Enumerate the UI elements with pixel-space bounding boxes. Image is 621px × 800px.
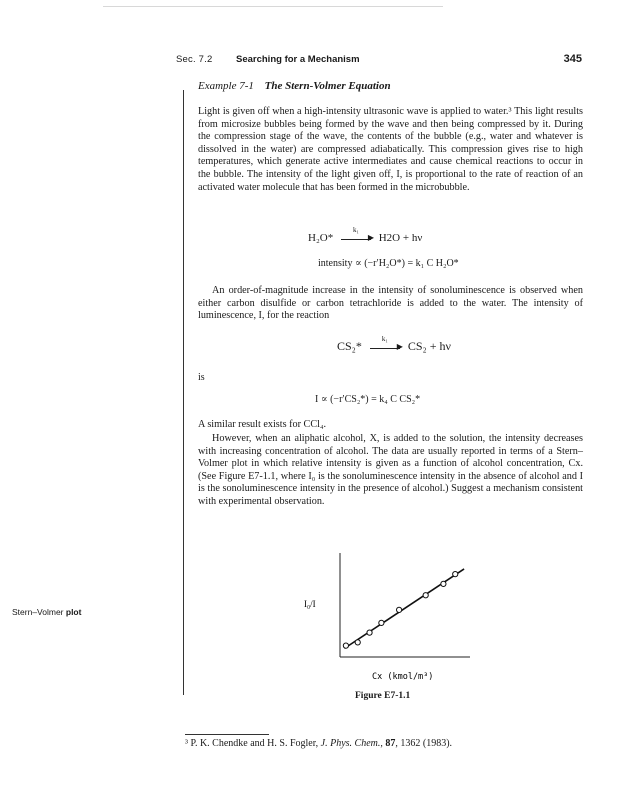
trend-line xyxy=(344,569,464,648)
equation-1-left: H₂O* xyxy=(308,232,334,244)
reaction-arrow-icon: k₁ ▶ xyxy=(341,237,371,240)
y-axis-label: I₀/I xyxy=(304,599,316,609)
example-name: The Stern-Volmer Equation xyxy=(264,80,391,92)
paragraph-2: An order-of-magnitude increase in the intensity of sonoluminescence is observed when either carbon disulfide or carbon tetrachloride is added to the water. The intensity of luminescence, I, for the reaction xyxy=(198,285,583,322)
top-rule xyxy=(103,6,443,7)
data-point xyxy=(343,643,348,648)
footnote-marker: ³ xyxy=(185,738,188,749)
equation-3-left: CS₂* xyxy=(337,339,362,353)
footnote xyxy=(185,738,452,749)
footnote-rest: , 1362 (1983). xyxy=(395,738,453,749)
example-heading xyxy=(198,80,391,92)
equation-2: intensity ∝ (−r′H₂O*) = k₁ C H₂O* xyxy=(318,258,459,269)
example-label: Example 7-1 xyxy=(198,80,254,92)
data-point xyxy=(396,607,401,612)
data-point xyxy=(423,593,428,598)
x-axis-label: Cx (kmol/m³) xyxy=(372,672,434,682)
equation-1-right: H2O + hν xyxy=(378,232,423,244)
rate-constant: k₁ xyxy=(352,225,359,234)
data-point xyxy=(379,620,384,625)
data-point xyxy=(441,581,446,586)
paragraph-3: A similar result exists for CCl₄. xyxy=(198,419,327,430)
equation-4: I ∝ (−r′CS₂*) = k₄ C CS₂* xyxy=(315,394,421,405)
margin-note-text: Stern–Volmer xyxy=(12,607,64,617)
data-point xyxy=(355,640,360,645)
data-point xyxy=(453,572,458,577)
equation-3-right: CS₂ + hν xyxy=(407,339,451,353)
stern-volmer-chart xyxy=(300,545,480,690)
equation-3 xyxy=(337,334,451,354)
data-point xyxy=(367,630,372,635)
footnote-rule xyxy=(185,734,269,735)
paragraph-4: However, when an aliphatic alcohol, X, is added to the solution, the intensity decreases with increasing concentration of alcohol. The data are usually reported in terms of a Stern–Volmer plot in which relative intensity is given as a function of alcohol concentration, Cx. (See Figure E7-1.1, where I₀ is the sonoluminescence intensity in the absence of alcohol and I is the sonoluminescence intensity in the presence of alcohol.) Suggest a mechanism consistent with experimental observation. xyxy=(198,433,583,507)
example-margin-bar xyxy=(183,90,184,695)
section-number: Sec. 7.2 xyxy=(176,54,213,65)
section-title: Searching for a Mechanism xyxy=(236,54,360,65)
footnote-authors: P. K. Chendke and H. S. Fogler, xyxy=(190,738,319,749)
reaction-arrow-icon: k₁ ▶ xyxy=(370,346,400,349)
page-number: 345 xyxy=(563,53,582,65)
figure-caption: Figure E7-1.1 xyxy=(355,691,411,701)
footnote-journal: J. Phys. Chem., xyxy=(320,738,383,749)
margin-note xyxy=(12,607,81,617)
rate-constant: k₁ xyxy=(381,334,388,343)
paragraph-1: Light is given off when a high-intensity ultrasonic wave is applied to water.³ This light results from microsize bubbles being formed by the wave and then being compressed by it. During the compression stage of the wave, the contents of the bubble (e.g., water and whatever is dissolved in the water) are compressed adiabatically. This compression gives rise to high temperatures, which generate active intermediates and cause chemical reactions to occur in the bubble. The intensity of the light given off, I, is proportional to the rate of reaction of an activated water molecule that has been formed in the microbubble. xyxy=(198,106,583,193)
running-header xyxy=(176,54,582,68)
margin-note-bold: plot xyxy=(65,607,82,617)
footnote-volume: 87 xyxy=(385,738,396,749)
equation-1 xyxy=(308,225,423,244)
is-label: is xyxy=(198,372,205,383)
